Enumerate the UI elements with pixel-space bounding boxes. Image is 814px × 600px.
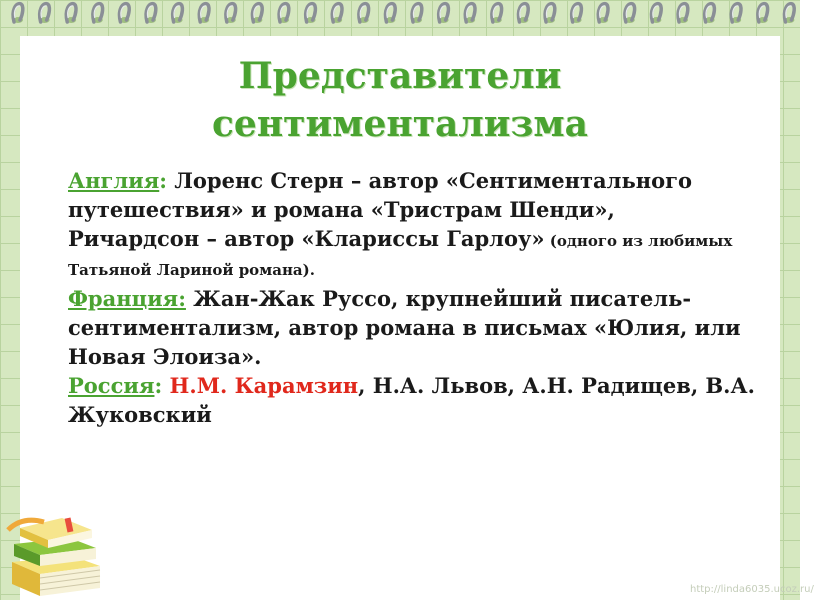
england-colon: : [159, 168, 168, 193]
england-paragraph [68, 166, 768, 282]
england-text-richardson: Ричардсон – автор «Клариссы Гарлоу» [68, 226, 545, 251]
country-label-france: Франция: [68, 286, 186, 311]
stack-of-books-icon [0, 500, 110, 600]
france-text: Жан-Жак Руссо, крупнейший писатель-сентиментализм, автор романа в письмах «Юлия, или Новая Элоиза». [68, 286, 741, 369]
country-label-russia: Россия [68, 373, 155, 398]
title-line-1: Представители [238, 55, 562, 97]
slide-content [68, 166, 768, 429]
slide-title [0, 52, 800, 148]
country-label-england: Англия [68, 168, 160, 193]
spiral-binding-rings-icon [0, 0, 800, 30]
title-line-2: сентиментализма [212, 103, 588, 145]
england-note: (одного из любимых Татьяной Лариной романа). [68, 232, 733, 279]
russia-text-rest: , Н.А. Львов, А.Н. Радищев, В.А. Жуковский [68, 373, 755, 427]
russia-colon: : [154, 373, 163, 398]
russia-highlight-karamzin: Н.М. Карамзин [162, 373, 359, 398]
watermark: http://linda6035.ucoz.ru/ [690, 584, 814, 595]
russia-paragraph [68, 371, 768, 429]
france-paragraph [68, 284, 768, 371]
england-text-sterne: Лоренс Стерн – автор «Сентиментального путешествия» и романа «Тристрам Шенди», [68, 168, 692, 222]
